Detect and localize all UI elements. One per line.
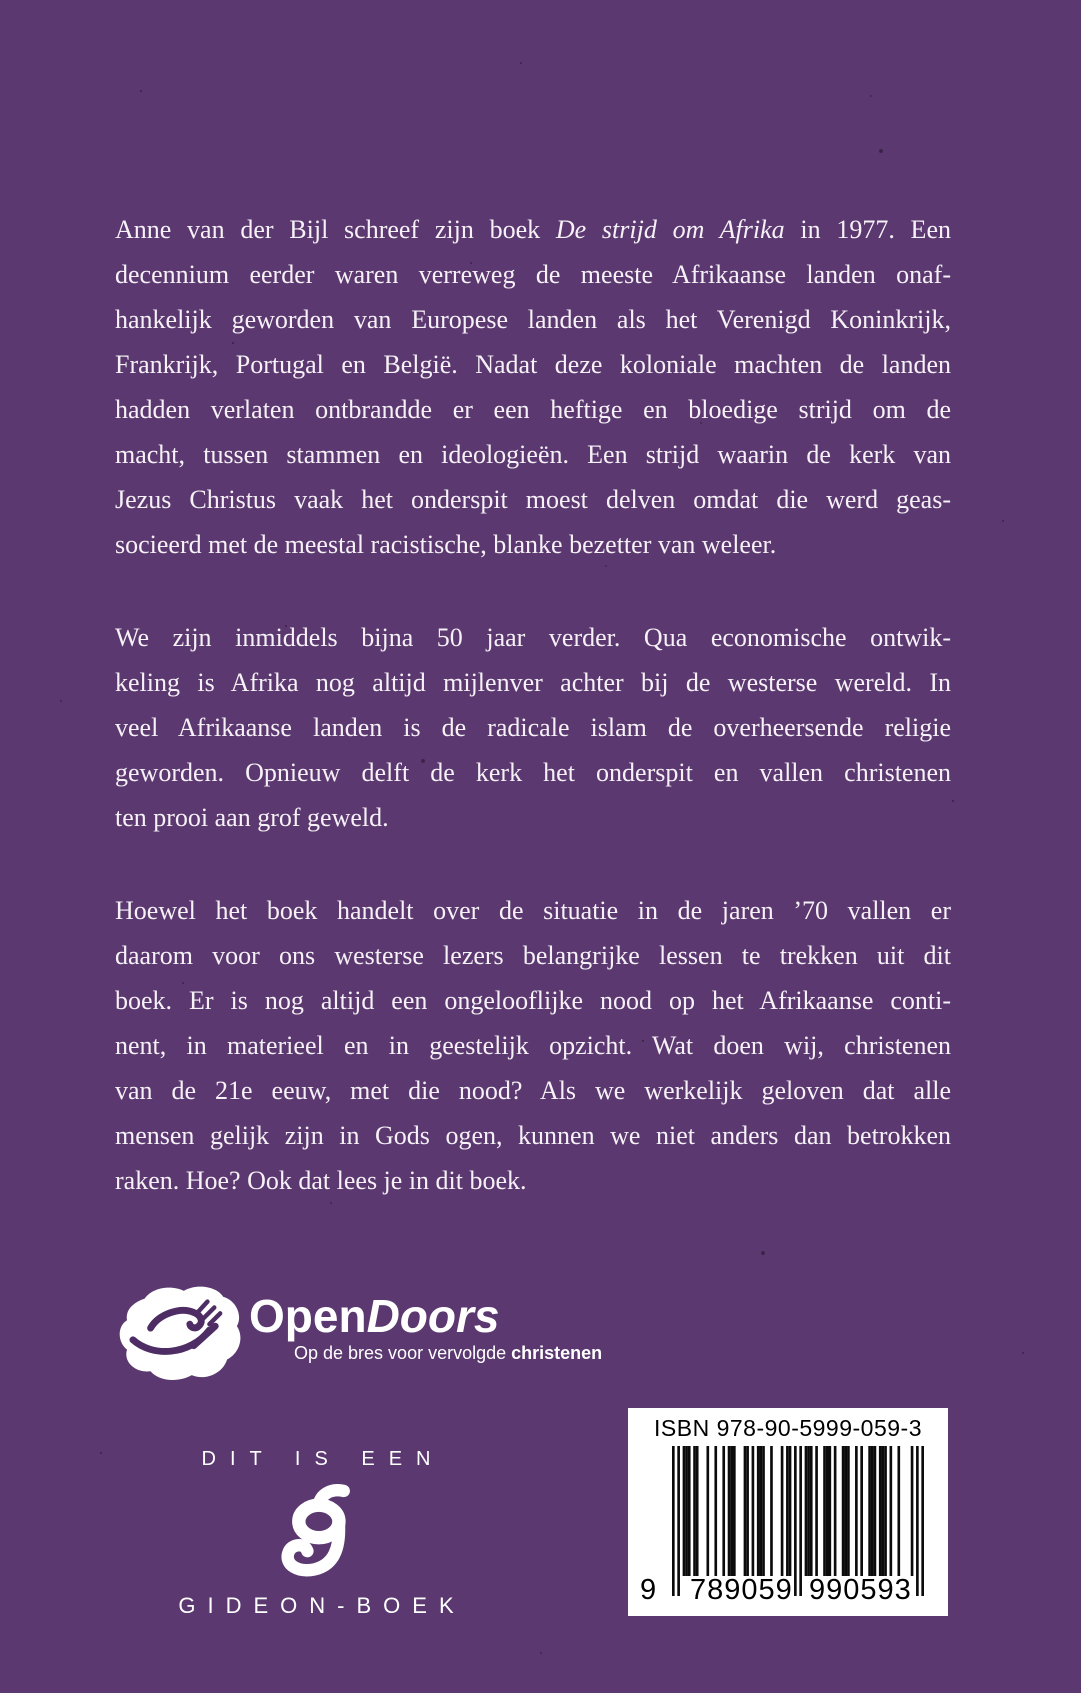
text-line: keling is Afrika nog altijd mijlenver achter bij de westerse wereld. In <box>115 668 951 697</box>
text-line: We zijn inmiddels bijna 50 jaar verder. Qua economische ontwik- <box>115 623 951 652</box>
text-line: nent, in materieel en in geestelijk opzicht. Wat doen wij, christenen <box>115 1031 951 1060</box>
text-line: geworden. Opnieuw delft de kerk het onderspit en vallen christenen <box>115 758 951 787</box>
body-text <box>115 207 951 1251</box>
barcode-digit-group: 9 <box>640 1574 658 1606</box>
text-line: hadden verlaten ontbrandde er een heftige en bloedige strijd om de <box>115 395 951 424</box>
barcode-digit-group: 789059 <box>690 1574 793 1606</box>
text-line: macht, tussen stammen en ideologieën. Een strijd waarin de kerk van <box>115 440 951 469</box>
text-line: van de 21e eeuw, met die nood? Als we werkelijk geloven dat alle <box>115 1076 951 1105</box>
isbn-barcode-panel <box>628 1408 948 1616</box>
text-line: mensen gelijk zijn in Gods ogen, kunnen we niet anders dan betrokken <box>115 1121 951 1150</box>
text-line: Frankrijk, Portugal en België. Nadat deze koloniale machten de landen <box>115 350 951 379</box>
gideon-g-icon <box>273 1484 359 1580</box>
text-line: Anne van der Bijl schreef zijn boek De strijd om Afrika in 1977. Een <box>115 215 951 244</box>
text-line: socieerd met de meestal racistische, blanke bezetter van weleer. <box>115 530 777 559</box>
paragraph <box>115 615 951 840</box>
open-doors-word-open: Open <box>249 1290 367 1342</box>
open-doors-word-doors: Doors <box>366 1290 500 1342</box>
text-line: ten prooi aan grof geweld. <box>115 803 389 832</box>
gideon-imprint <box>166 1448 466 1619</box>
open-doors-wordmark <box>249 1290 500 1342</box>
open-doors-logo <box>115 1281 603 1391</box>
isbn-number: ISBN 978-90-5999-059-3 <box>654 1415 922 1441</box>
gideon-kicker-text: DIT IS EEN <box>201 1448 445 1470</box>
text-line: hankelijk geworden van Europese landen als het Verenigd Koninkrijk, <box>115 305 951 334</box>
text-line: daarom voor ons westerse lezers belangrijke lessen te trekken uit dit <box>115 941 951 970</box>
paragraph <box>115 207 951 567</box>
gideon-boek-label: GIDEON-BOEK <box>178 1593 466 1618</box>
paper-texture-speckles <box>0 0 2 2</box>
paragraph <box>115 888 951 1203</box>
barcode-digit-group: 990593 <box>809 1574 912 1606</box>
text-line: Jezus Christus vaak het onderspit moest delven omdat die werd geas- <box>115 485 951 514</box>
open-doors-tagline: Op de bres voor vervolgde christenen <box>294 1343 603 1363</box>
text-line: boek. Er is nog altijd een ongelooflijke nood op het Afrikaanse conti- <box>115 986 951 1015</box>
text-line: raken. Hoe? Ook dat lees je in dit boek. <box>115 1166 527 1195</box>
text-line: decennium eerder waren verreweg de meeste Afrikaanse landen onaf- <box>115 260 951 289</box>
text-line: veel Afrikaanse landen is de radicale islam de overheersende religie <box>115 713 951 742</box>
text-line: Hoewel het boek handelt over de situatie in de jaren ’70 vallen er <box>115 896 951 925</box>
open-doors-stone-icon <box>115 1283 243 1383</box>
